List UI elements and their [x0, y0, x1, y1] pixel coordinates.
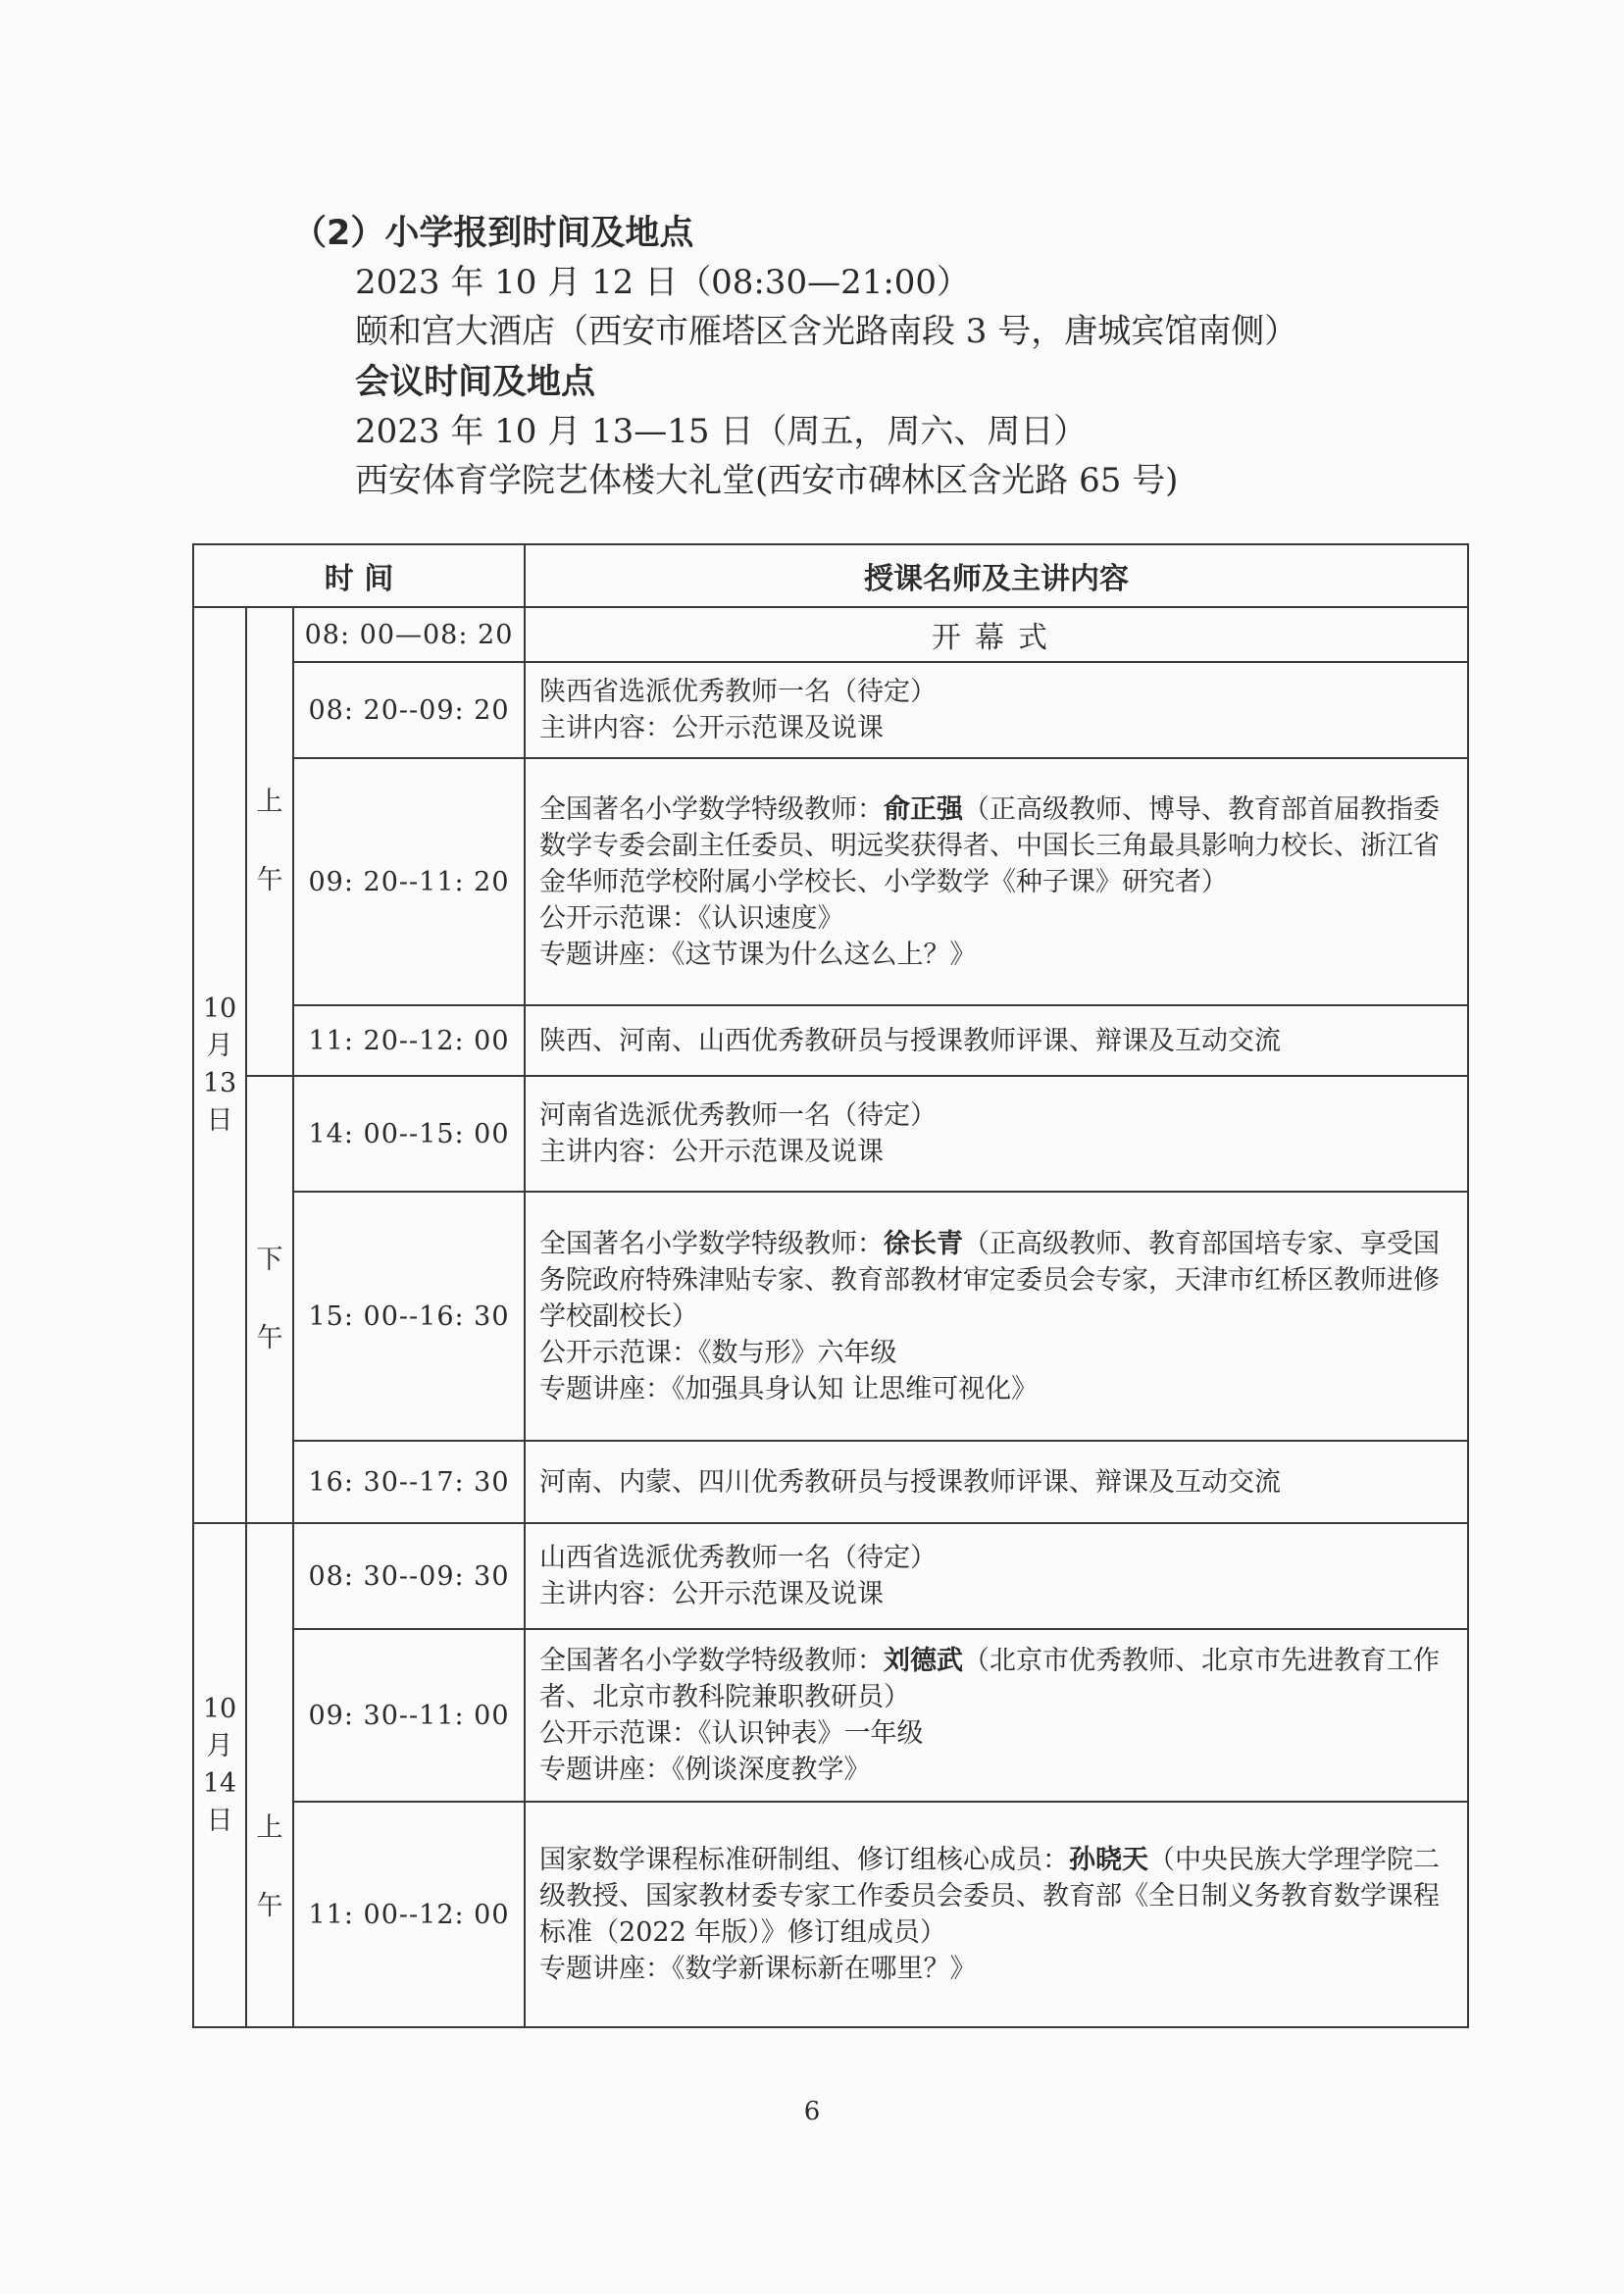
time-cell: 14: 00--15: 00	[293, 1076, 525, 1192]
time-cell: 08: 00—08: 20	[293, 607, 525, 662]
table-header-row	[193, 544, 1468, 607]
table-row	[193, 1441, 1468, 1523]
section-title: （2）小学报到时间及地点	[292, 214, 694, 253]
time-cell: 09: 30--11: 00	[293, 1629, 525, 1802]
session-line: 主讲内容：公开示范课及说课	[539, 713, 885, 743]
session-line: 专题讲座：《这节课为什么这么上？》	[539, 939, 977, 970]
table-row	[193, 1076, 1468, 1192]
teacher-name: 孙晓天	[1069, 1845, 1149, 1875]
session-line: 陕西、河南、山西优秀教研员与授课教师评课、辩课及互动交流	[539, 1025, 1282, 1056]
session-content	[525, 758, 1468, 1005]
session-content	[525, 1441, 1468, 1523]
teacher-name: 刘德武	[884, 1646, 964, 1676]
session-line: 河南、内蒙、四川优秀教研员与授课教师评课、辩课及互动交流	[539, 1466, 1282, 1498]
table-row	[193, 1523, 1468, 1629]
col-time-header: 时 间	[193, 544, 525, 607]
table-row	[193, 1192, 1468, 1441]
table-row	[193, 1802, 1468, 2027]
teacher-name: 徐长青	[884, 1228, 964, 1259]
session-line: 主讲内容：公开示范课及说课	[539, 1137, 885, 1167]
period-cell-am-day2: 上午	[246, 1523, 293, 2027]
opening-ceremony: 开幕式	[525, 607, 1468, 662]
page-number: 6	[803, 2097, 821, 2126]
session-content	[525, 1192, 1468, 1441]
table-row	[193, 1005, 1468, 1076]
meeting-place: 西安体育学院艺体楼大礼堂(西安市碑林区含光路 65 号)	[355, 461, 1179, 500]
col-content-header: 授课名师及主讲内容	[525, 544, 1468, 607]
session-line: 山西省选派优秀教师一名（待定）	[539, 1543, 938, 1573]
period-cell-pm: 下午	[246, 1076, 293, 1523]
session-line: 全国著名小学数学特级教师：刘德武（北京市优秀教师、北京市先进教育工作者、北京市教科院兼职教研员）	[539, 1646, 1441, 1712]
table-row	[193, 607, 1468, 662]
time-cell: 11: 00--12: 00	[293, 1802, 525, 2027]
session-line: 公开示范课：《认识速度》	[539, 902, 844, 934]
session-content	[525, 1076, 1468, 1192]
session-line: 河南省选派优秀教师一名（待定）	[539, 1100, 938, 1131]
report-place: 颐和宫大酒店（西安市雁塔区含光路南段 3 号，唐城宾馆南侧）	[355, 312, 1298, 351]
session-line: 专题讲座：《加强具身认知 让思维可视化》	[539, 1373, 1039, 1404]
table-row	[193, 1629, 1468, 1802]
report-date: 2023 年 10 月 12 日（08:30—21:00）	[355, 263, 971, 302]
session-line: 公开示范课：《认识钟表》一年级	[539, 1718, 924, 1749]
session-line: 公开示范课：《数与形》六年级	[539, 1337, 897, 1368]
session-content	[525, 1005, 1468, 1076]
session-content	[525, 1523, 1468, 1629]
session-line: 专题讲座：《例谈深度教学》	[539, 1755, 871, 1785]
table-row	[193, 662, 1468, 758]
time-cell: 09: 20--11: 20	[293, 758, 525, 1005]
time-cell: 11: 20--12: 00	[293, 1005, 525, 1076]
teacher-name: 俞正强	[884, 793, 964, 825]
date-cell-day1: 10月13日	[193, 607, 246, 1523]
time-cell: 16: 30--17: 30	[293, 1441, 525, 1523]
time-cell: 08: 30--09: 30	[293, 1523, 525, 1629]
session-line: 国家数学课程标准研制组、修订组核心成员：孙晓天（中央民族大学理学院二级教授、国家教材委专家工作委员会委员、教育部《全日制义务教育数学课程标准（2022 年版）》修订组成员）	[539, 1845, 1441, 1948]
session-content	[525, 1629, 1468, 1802]
time-cell: 08: 20--09: 20	[293, 662, 525, 758]
session-line: 全国著名小学数学特级教师：徐长青（正高级教师、教育部国培专家、享受国务院政府特殊津贴专家、教育部教材审定委员会专家，天津市红桥区教师进修学校副校长）	[539, 1228, 1441, 1332]
session-content	[525, 662, 1468, 758]
session-line: 专题讲座：《数学新课标新在哪里？》	[539, 1954, 977, 1984]
schedule-table	[192, 543, 1469, 2028]
session-line: 陕西省选派优秀教师一名（待定）	[539, 677, 938, 707]
table-row	[193, 758, 1468, 1005]
session-line: 全国著名小学数学特级教师：俞正强（正高级教师、博导、教育部首届教指委数学专委会副主任委员、明远奖获得者、中国长三角最具影响力校长、浙江省金华师范学校附属小学校长、小学数学《种子课》研究者）	[539, 793, 1441, 897]
session-line: 主讲内容：公开示范课及说课	[539, 1579, 885, 1609]
time-cell: 15: 00--16: 30	[293, 1192, 525, 1441]
meeting-date: 2023 年 10 月 13—15 日（周五，周六、周日）	[355, 412, 1088, 451]
period-cell-am: 上午	[246, 607, 293, 1076]
session-content	[525, 1802, 1468, 2027]
meeting-title: 会议时间及地点	[355, 363, 596, 402]
date-cell-day2: 10月14日	[193, 1523, 246, 2027]
